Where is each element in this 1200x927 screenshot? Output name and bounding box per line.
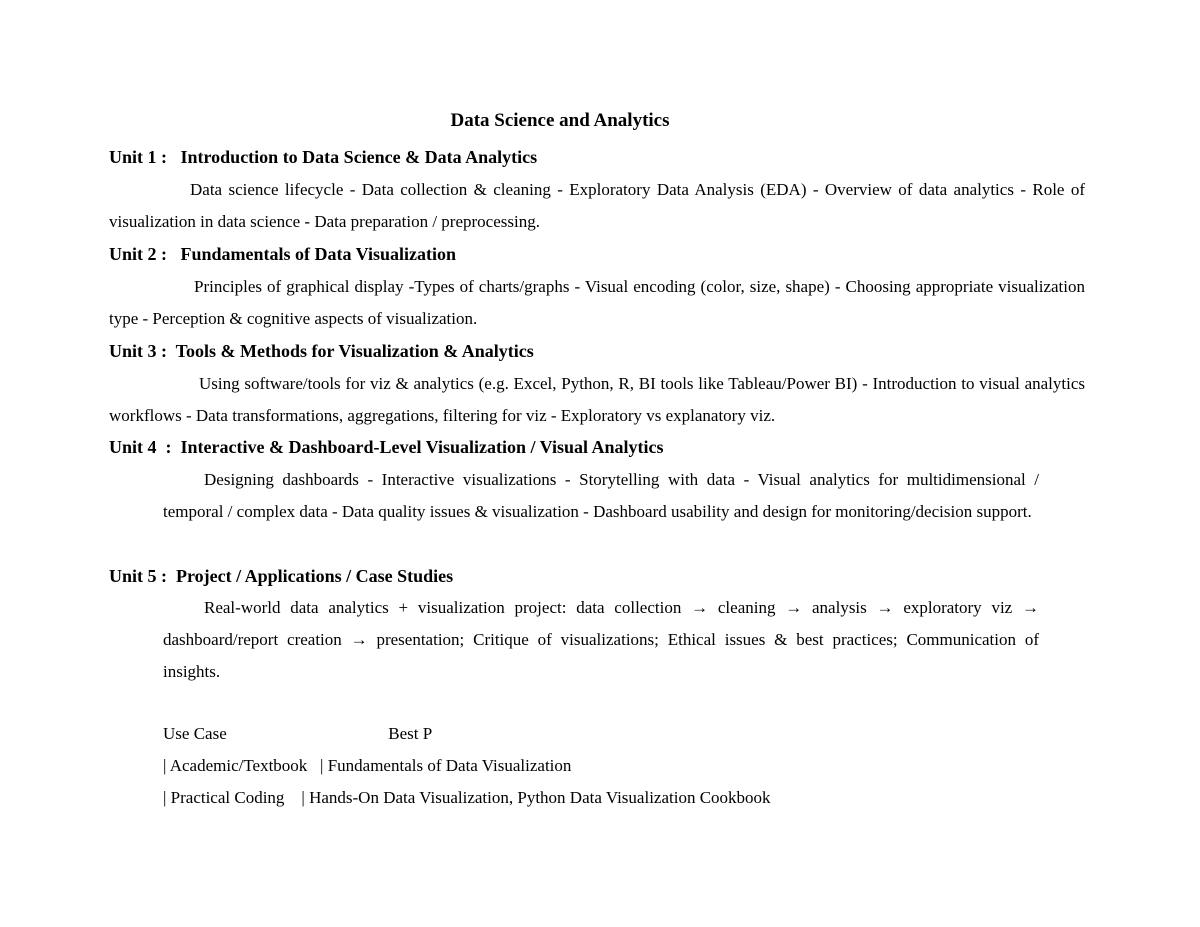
unit-4-body: Designing dashboards - Interactive visualizations - Storytelling with data - Visual analytics for multidimensional / temporal / complex data - Data quality issues & visualization - Dashboard usability and design for monitoring/decision support. [163, 470, 1039, 521]
unit-3-heading: Unit 3 : Tools & Methods for Visualization & Analytics [109, 341, 534, 361]
document-title: Data Science and Analytics [450, 110, 670, 131]
unit-1-heading: Unit 1 : Introduction to Data Science & Data Analytics [109, 147, 538, 167]
table-header: Use Case Best P [163, 724, 433, 743]
unit-5-heading: Unit 5 : Project / Applications / Case Studies [109, 566, 454, 586]
unit-2-heading: Unit 2 : Fundamentals of Data Visualization [109, 244, 457, 264]
table-row: | Practical Coding | Hands-On Data Visualization, Python Data Visualization Cookbook [163, 788, 771, 807]
unit-5-body: Real-world data analytics + visualization project: data collection → cleaning → analysis → exploratory viz → dashboard/report creation → presentation; Critique of visualizations; Ethical issues & best practices; Communication of insights. [163, 598, 1039, 681]
unit-3-body: Using software/tools for viz & analytics (e.g. Excel, Python, R, BI tools like Tableau/Power BI) - Introduction to visual analytics workflows - Data transformations, aggregations, filtering for viz - Exploratory vs explanatory viz. [109, 374, 1085, 425]
unit-1-body: Data science lifecycle - Data collection & cleaning - Exploratory Data Analysis (EDA) - Overview of data analytics - Role of visualization in data science - Data preparation / preprocessing. [109, 180, 1085, 231]
unit-2-body: Principles of graphical display -Types of charts/graphs - Visual encoding (color, size, shape) - Choosing appropriate visualization type - Perception & cognitive aspects of visualization. [109, 277, 1085, 328]
table-row: | Academic/Textbook | Fundamentals of Data Visualization [163, 756, 572, 775]
unit-4-heading: Unit 4 : Interactive & Dashboard-Level Visualization / Visual Analytics [109, 437, 664, 457]
